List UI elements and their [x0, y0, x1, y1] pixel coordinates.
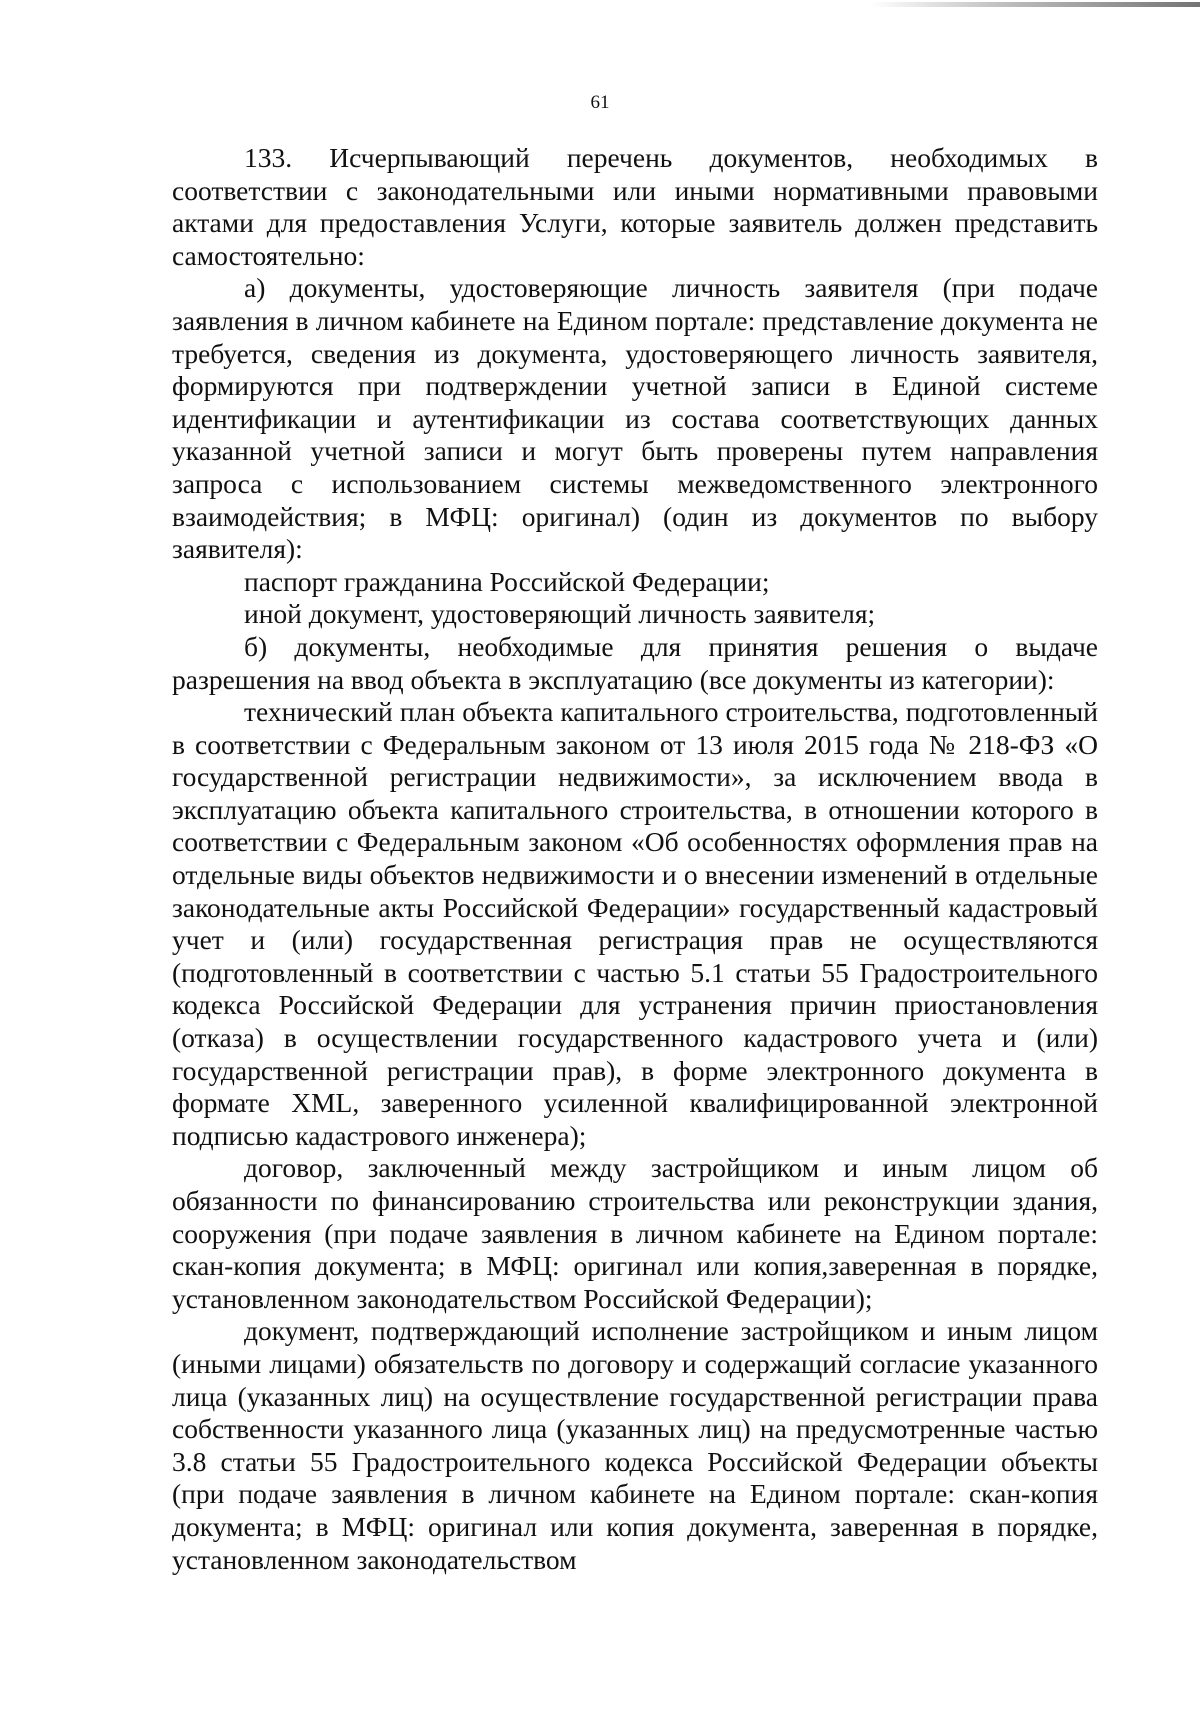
paragraph-technical-plan: технический план объекта капитального строительства, подготовленный в соответствии с Федеральным законом от 13 июля 2015 года № 218-ФЗ «О государственной регистрации недвижимости», за исключением ввода в эксплуатацию объекта капитального строительства, в отношении которого в соответствии с Федеральным законом «Об особенностях оформления прав на отдельные виды объектов недвижимости и о внесении изменений в отдельные законодательные акты Российской Федерации» государственный кадастровый учет и (или) государственная регистрация прав не осуществляются (подготовленный в соответствии с частью 5.1 статьи 55 Градостроительного кодекса Российской Федерации для устранения причин приостановления (отказа) в осуществлении государственного кадастрового учета и (или) государственной регистрации прав), в форме электронного документа в формате XML, заверенного усиленной квалифицированной электронной подписью кадастрового инженера); — [172, 696, 1098, 1151]
paragraph-item-a: а) документы, удостоверяющие личность заявителя (при подаче заявления в личном кабинете на Едином портале: представление документа не требуется, сведения из документа, удостоверяющего личность заявителя, формируются при подтверждении учетной записи в Единой системе идентификации и аутентификации из состава соответствующих данных указанной учетной записи и могут быть проверены путем направления запроса с использованием системы межведомственного электронного взаимодействия; в МФЦ: оригинал) (один из документов по выбору заявителя): — [172, 272, 1098, 565]
paragraph-financing-contract: договор, заключенный между застройщиком и иным лицом об обязанности по финансированию строительства или реконструкции здания, сооружения (при подаче заявления в личном кабинете на Едином портале: скан-копия документа; в МФЦ: оригинал или копия,заверенная в порядке, установленном законодательством Российской Федерации); — [172, 1152, 1098, 1314]
paragraph-obligation-document: документ, подтверждающий исполнение застройщиком и иным лицом (иными лицами) обязательств по договору и содержащий согласие указанного лица (указанных лиц) на осуществление государственной регистрации права собственности указанного лица (указанных лиц) на предусмотренные частью 3.8 статьи 55 Градостроительного кодекса Российской Федерации объекты (при подаче заявления в личном кабинете на Едином портале: скан-копия документа; в МФЦ: оригинал или копия документа, заверенная в порядке, установленном законодательством — [172, 1315, 1098, 1575]
paragraph-other-id-document: иной документ, удостоверяющий личность заявителя; — [244, 598, 876, 630]
document-body — [172, 142, 1098, 1576]
paragraph-passport: паспорт гражданина Российской Федерации; — [244, 565, 770, 597]
scan-edge-mark — [870, 2, 1200, 7]
paragraph-item-b: б) документы, необходимые для принятия решения о выдаче разрешения на ввод объекта в эксплуатацию (все документы из категории): — [172, 630, 1098, 695]
page-number: 61 — [590, 92, 610, 113]
paragraph-133-intro: 133. Исчерпывающий перечень документов, необходимых в соответствии с законодательными или иными нормативными правовыми актами для предоставления Услуги, которые заявитель должен представить самостоятельно: — [172, 142, 1098, 271]
